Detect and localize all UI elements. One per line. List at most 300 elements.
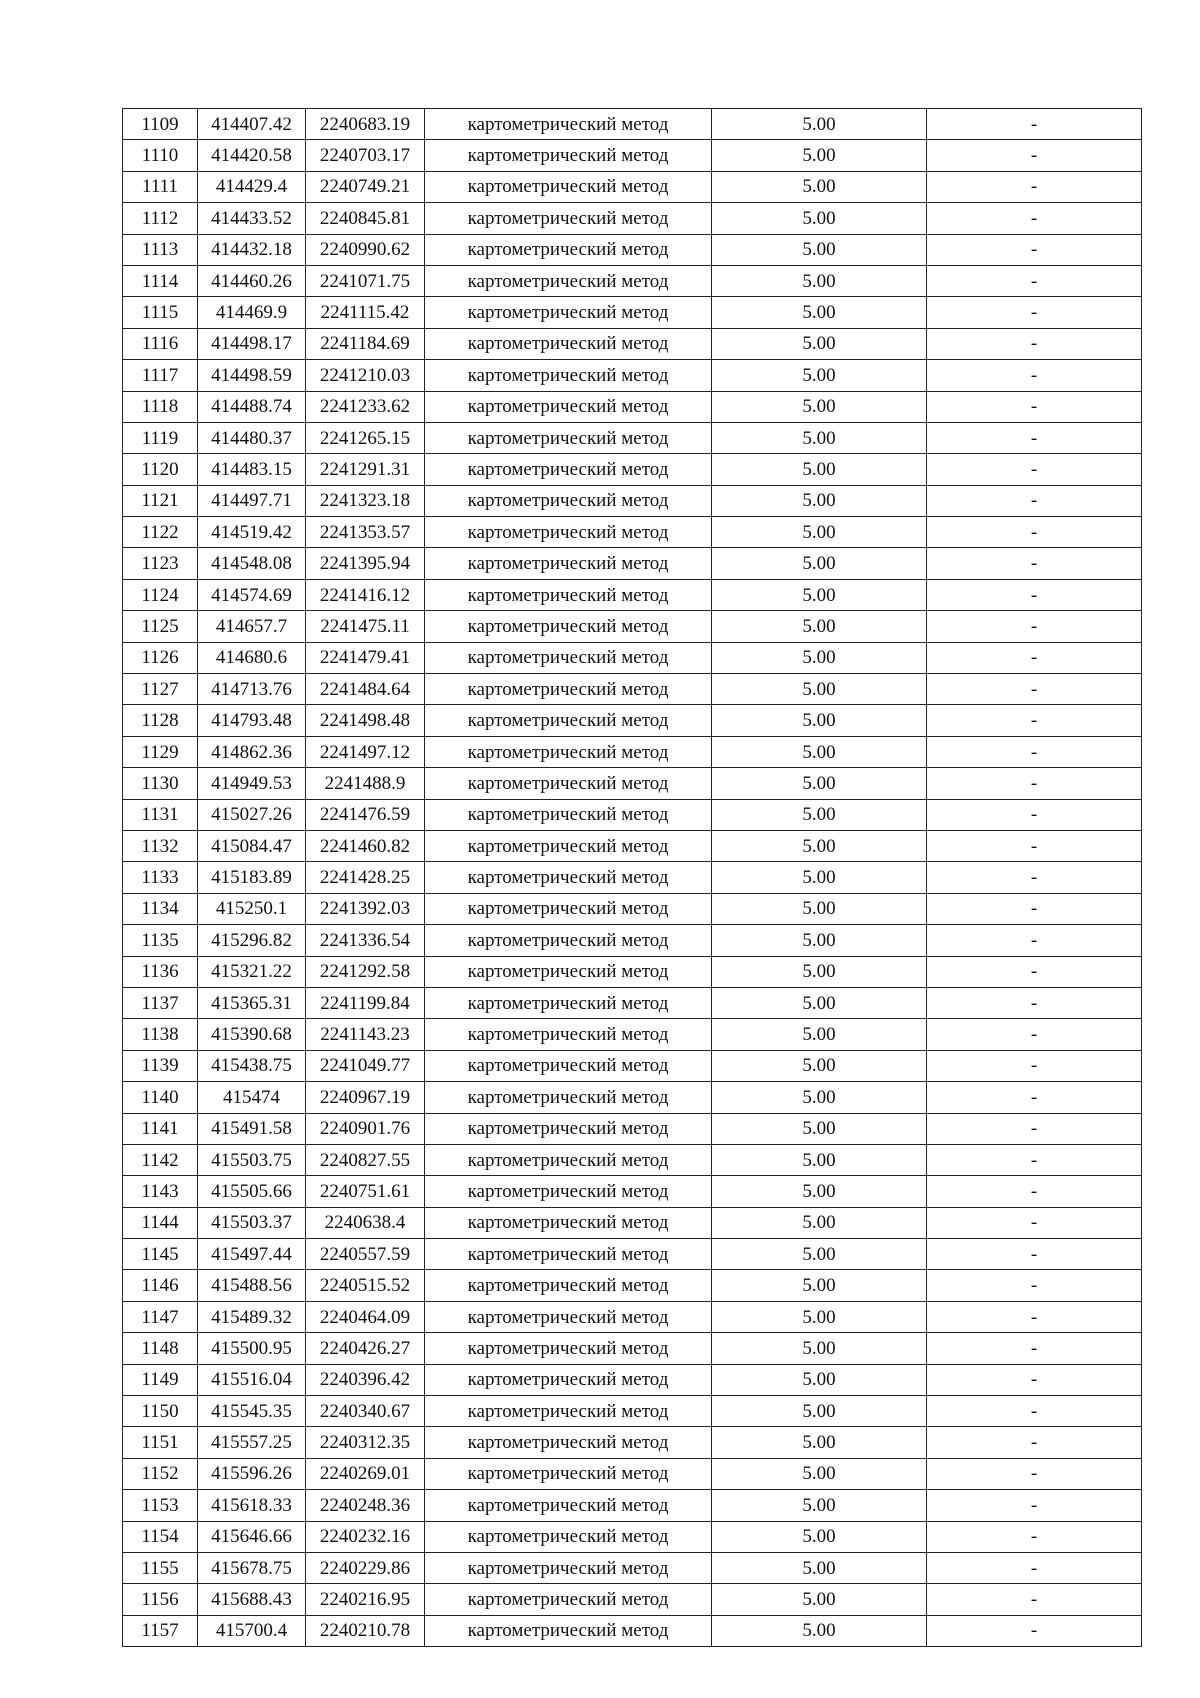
table-row <box>123 1584 1142 1615</box>
y-coordinate-cell: 2240845.81 <box>306 203 425 234</box>
accuracy-cell: 5.00 <box>712 265 927 296</box>
accuracy-cell: 5.00 <box>712 642 927 673</box>
x-coordinate-cell: 414657.7 <box>198 611 306 642</box>
description-cell: - <box>927 579 1142 610</box>
point-number-cell: 1154 <box>123 1521 198 1552</box>
table-row <box>123 1396 1142 1427</box>
description-cell: - <box>927 360 1142 391</box>
accuracy-cell: 5.00 <box>712 893 927 924</box>
accuracy-cell: 5.00 <box>712 956 927 987</box>
y-coordinate-cell: 2241265.15 <box>306 422 425 453</box>
point-number-cell: 1117 <box>123 360 198 391</box>
x-coordinate-cell: 415516.04 <box>198 1364 306 1395</box>
accuracy-cell: 5.00 <box>712 1082 927 1113</box>
method-cell: картометрический метод <box>425 642 712 673</box>
point-number-cell: 1128 <box>123 705 198 736</box>
method-cell: картометрический метод <box>425 391 712 422</box>
point-number-cell: 1123 <box>123 548 198 579</box>
accuracy-cell: 5.00 <box>712 1364 927 1395</box>
y-coordinate-cell: 2241115.42 <box>306 297 425 328</box>
description-cell: - <box>927 1113 1142 1144</box>
table-row <box>123 1364 1142 1395</box>
point-number-cell: 1113 <box>123 234 198 265</box>
method-cell: картометрический метод <box>425 1082 712 1113</box>
point-number-cell: 1122 <box>123 517 198 548</box>
method-cell: картометрический метод <box>425 579 712 610</box>
description-cell: - <box>927 517 1142 548</box>
point-number-cell: 1132 <box>123 830 198 861</box>
accuracy-cell: 5.00 <box>712 1333 927 1364</box>
method-cell: картометрический метод <box>425 140 712 171</box>
method-cell: картометрический метод <box>425 1552 712 1583</box>
method-cell: картометрический метод <box>425 1270 712 1301</box>
point-number-cell: 1146 <box>123 1270 198 1301</box>
y-coordinate-cell: 2241497.12 <box>306 736 425 767</box>
y-coordinate-cell: 2241210.03 <box>306 360 425 391</box>
description-cell: - <box>927 1050 1142 1081</box>
method-cell: картометрический метод <box>425 705 712 736</box>
accuracy-cell: 5.00 <box>712 1270 927 1301</box>
x-coordinate-cell: 415545.35 <box>198 1396 306 1427</box>
description-cell: - <box>927 705 1142 736</box>
coordinates-table-body <box>123 109 1142 1647</box>
y-coordinate-cell: 2240638.4 <box>306 1207 425 1238</box>
method-cell: картометрический метод <box>425 485 712 516</box>
accuracy-cell: 5.00 <box>712 391 927 422</box>
table-row <box>123 1144 1142 1175</box>
accuracy-cell: 5.00 <box>712 297 927 328</box>
table-row <box>123 674 1142 705</box>
table-row <box>123 925 1142 956</box>
x-coordinate-cell: 415489.32 <box>198 1301 306 1332</box>
description-cell: - <box>927 799 1142 830</box>
table-row <box>123 109 1142 140</box>
table-row <box>123 1176 1142 1207</box>
point-number-cell: 1147 <box>123 1301 198 1332</box>
y-coordinate-cell: 2241199.84 <box>306 987 425 1018</box>
table-row <box>123 862 1142 893</box>
method-cell: картометрический метод <box>425 1113 712 1144</box>
description-cell: - <box>927 1144 1142 1175</box>
x-coordinate-cell: 414429.4 <box>198 171 306 202</box>
point-number-cell: 1134 <box>123 893 198 924</box>
point-number-cell: 1136 <box>123 956 198 987</box>
y-coordinate-cell: 2241498.48 <box>306 705 425 736</box>
y-coordinate-cell: 2241475.11 <box>306 611 425 642</box>
y-coordinate-cell: 2241292.58 <box>306 956 425 987</box>
point-number-cell: 1111 <box>123 171 198 202</box>
description-cell: - <box>927 1364 1142 1395</box>
accuracy-cell: 5.00 <box>712 422 927 453</box>
accuracy-cell: 5.00 <box>712 1458 927 1489</box>
y-coordinate-cell: 2241484.64 <box>306 674 425 705</box>
table-row <box>123 736 1142 767</box>
y-coordinate-cell: 2240990.62 <box>306 234 425 265</box>
point-number-cell: 1126 <box>123 642 198 673</box>
method-cell: картометрический метод <box>425 265 712 296</box>
accuracy-cell: 5.00 <box>712 1427 927 1458</box>
table-row <box>123 171 1142 202</box>
y-coordinate-cell: 2240464.09 <box>306 1301 425 1332</box>
x-coordinate-cell: 414407.42 <box>198 109 306 140</box>
method-cell: картометрический метод <box>425 1615 712 1646</box>
accuracy-cell: 5.00 <box>712 830 927 861</box>
table-row <box>123 1301 1142 1332</box>
y-coordinate-cell: 2240269.01 <box>306 1458 425 1489</box>
point-number-cell: 1133 <box>123 862 198 893</box>
table-row <box>123 391 1142 422</box>
method-cell: картометрический метод <box>425 830 712 861</box>
description-cell: - <box>927 768 1142 799</box>
x-coordinate-cell: 415500.95 <box>198 1333 306 1364</box>
description-cell: - <box>927 925 1142 956</box>
y-coordinate-cell: 2241323.18 <box>306 485 425 516</box>
method-cell: картометрический метод <box>425 674 712 705</box>
accuracy-cell: 5.00 <box>712 1207 927 1238</box>
description-cell: - <box>927 454 1142 485</box>
method-cell: картометрический метод <box>425 1396 712 1427</box>
accuracy-cell: 5.00 <box>712 140 927 171</box>
accuracy-cell: 5.00 <box>712 925 927 956</box>
x-coordinate-cell: 414949.53 <box>198 768 306 799</box>
accuracy-cell: 5.00 <box>712 485 927 516</box>
description-cell: - <box>927 328 1142 359</box>
x-coordinate-cell: 414469.9 <box>198 297 306 328</box>
accuracy-cell: 5.00 <box>712 1019 927 1050</box>
table-row <box>123 705 1142 736</box>
y-coordinate-cell: 2240426.27 <box>306 1333 425 1364</box>
accuracy-cell: 5.00 <box>712 1301 927 1332</box>
y-coordinate-cell: 2241488.9 <box>306 768 425 799</box>
point-number-cell: 1141 <box>123 1113 198 1144</box>
point-number-cell: 1152 <box>123 1458 198 1489</box>
y-coordinate-cell: 2240248.36 <box>306 1490 425 1521</box>
method-cell: картометрический метод <box>425 234 712 265</box>
description-cell: - <box>927 1490 1142 1521</box>
table-row <box>123 1050 1142 1081</box>
x-coordinate-cell: 415390.68 <box>198 1019 306 1050</box>
table-row <box>123 768 1142 799</box>
method-cell: картометрический метод <box>425 517 712 548</box>
point-number-cell: 1115 <box>123 297 198 328</box>
table-row <box>123 1270 1142 1301</box>
y-coordinate-cell: 2240557.59 <box>306 1239 425 1270</box>
table-row <box>123 485 1142 516</box>
point-number-cell: 1144 <box>123 1207 198 1238</box>
x-coordinate-cell: 414420.58 <box>198 140 306 171</box>
method-cell: картометрический метод <box>425 454 712 485</box>
x-coordinate-cell: 415503.37 <box>198 1207 306 1238</box>
table-row <box>123 1458 1142 1489</box>
point-number-cell: 1127 <box>123 674 198 705</box>
table-row <box>123 1333 1142 1364</box>
description-cell: - <box>927 1301 1142 1332</box>
method-cell: картометрический метод <box>425 109 712 140</box>
description-cell: - <box>927 987 1142 1018</box>
table-row <box>123 799 1142 830</box>
y-coordinate-cell: 2241336.54 <box>306 925 425 956</box>
x-coordinate-cell: 415646.66 <box>198 1521 306 1552</box>
table-row <box>123 956 1142 987</box>
y-coordinate-cell: 2240396.42 <box>306 1364 425 1395</box>
accuracy-cell: 5.00 <box>712 109 927 140</box>
method-cell: картометрический метод <box>425 1364 712 1395</box>
y-coordinate-cell: 2240703.17 <box>306 140 425 171</box>
description-cell: - <box>927 1082 1142 1113</box>
point-number-cell: 1151 <box>123 1427 198 1458</box>
table-row <box>123 517 1142 548</box>
y-coordinate-cell: 2240216.95 <box>306 1584 425 1615</box>
y-coordinate-cell: 2241143.23 <box>306 1019 425 1050</box>
point-number-cell: 1138 <box>123 1019 198 1050</box>
y-coordinate-cell: 2241428.25 <box>306 862 425 893</box>
table-row <box>123 830 1142 861</box>
y-coordinate-cell: 2241395.94 <box>306 548 425 579</box>
table-row <box>123 360 1142 391</box>
y-coordinate-cell: 2241049.77 <box>306 1050 425 1081</box>
x-coordinate-cell: 414497.71 <box>198 485 306 516</box>
point-number-cell: 1129 <box>123 736 198 767</box>
accuracy-cell: 5.00 <box>712 579 927 610</box>
accuracy-cell: 5.00 <box>712 548 927 579</box>
table-row <box>123 1082 1142 1113</box>
description-cell: - <box>927 1270 1142 1301</box>
table-row <box>123 328 1142 359</box>
y-coordinate-cell: 2241479.41 <box>306 642 425 673</box>
description-cell: - <box>927 548 1142 579</box>
table-row <box>123 1490 1142 1521</box>
method-cell: картометрический метод <box>425 1050 712 1081</box>
description-cell: - <box>927 1396 1142 1427</box>
point-number-cell: 1149 <box>123 1364 198 1395</box>
x-coordinate-cell: 414793.48 <box>198 705 306 736</box>
point-number-cell: 1157 <box>123 1615 198 1646</box>
x-coordinate-cell: 414574.69 <box>198 579 306 610</box>
x-coordinate-cell: 415488.56 <box>198 1270 306 1301</box>
y-coordinate-cell: 2240232.16 <box>306 1521 425 1552</box>
x-coordinate-cell: 415491.58 <box>198 1113 306 1144</box>
point-number-cell: 1145 <box>123 1239 198 1270</box>
table-row <box>123 203 1142 234</box>
table-row <box>123 1552 1142 1583</box>
accuracy-cell: 5.00 <box>712 203 927 234</box>
point-number-cell: 1121 <box>123 485 198 516</box>
y-coordinate-cell: 2241353.57 <box>306 517 425 548</box>
method-cell: картометрический метод <box>425 987 712 1018</box>
description-cell: - <box>927 736 1142 767</box>
accuracy-cell: 5.00 <box>712 1615 927 1646</box>
x-coordinate-cell: 414680.6 <box>198 642 306 673</box>
y-coordinate-cell: 2241184.69 <box>306 328 425 359</box>
point-number-cell: 1120 <box>123 454 198 485</box>
point-number-cell: 1112 <box>123 203 198 234</box>
method-cell: картометрический метод <box>425 360 712 391</box>
point-number-cell: 1110 <box>123 140 198 171</box>
table-row <box>123 1615 1142 1646</box>
method-cell: картометрический метод <box>425 1584 712 1615</box>
point-number-cell: 1148 <box>123 1333 198 1364</box>
method-cell: картометрический метод <box>425 1521 712 1552</box>
x-coordinate-cell: 415250.1 <box>198 893 306 924</box>
description-cell: - <box>927 140 1142 171</box>
description-cell: - <box>927 1333 1142 1364</box>
y-coordinate-cell: 2240340.67 <box>306 1396 425 1427</box>
description-cell: - <box>927 611 1142 642</box>
description-cell: - <box>927 234 1142 265</box>
x-coordinate-cell: 415321.22 <box>198 956 306 987</box>
x-coordinate-cell: 415183.89 <box>198 862 306 893</box>
table-row <box>123 611 1142 642</box>
method-cell: картометрический метод <box>425 1176 712 1207</box>
point-number-cell: 1118 <box>123 391 198 422</box>
x-coordinate-cell: 415678.75 <box>198 1552 306 1583</box>
x-coordinate-cell: 415084.47 <box>198 830 306 861</box>
y-coordinate-cell: 2241476.59 <box>306 799 425 830</box>
y-coordinate-cell: 2240751.61 <box>306 1176 425 1207</box>
accuracy-cell: 5.00 <box>712 862 927 893</box>
description-cell: - <box>927 203 1142 234</box>
description-cell: - <box>927 893 1142 924</box>
point-number-cell: 1142 <box>123 1144 198 1175</box>
x-coordinate-cell: 414548.08 <box>198 548 306 579</box>
x-coordinate-cell: 414498.59 <box>198 360 306 391</box>
accuracy-cell: 5.00 <box>712 768 927 799</box>
x-coordinate-cell: 415688.43 <box>198 1584 306 1615</box>
point-number-cell: 1137 <box>123 987 198 1018</box>
description-cell: - <box>927 265 1142 296</box>
accuracy-cell: 5.00 <box>712 1584 927 1615</box>
y-coordinate-cell: 2240312.35 <box>306 1427 425 1458</box>
point-number-cell: 1109 <box>123 109 198 140</box>
point-number-cell: 1156 <box>123 1584 198 1615</box>
description-cell: - <box>927 1584 1142 1615</box>
accuracy-cell: 5.00 <box>712 1490 927 1521</box>
x-coordinate-cell: 414432.18 <box>198 234 306 265</box>
x-coordinate-cell: 414483.15 <box>198 454 306 485</box>
description-cell: - <box>927 1521 1142 1552</box>
method-cell: картометрический метод <box>425 422 712 453</box>
table-row <box>123 987 1142 1018</box>
table-row <box>123 579 1142 610</box>
y-coordinate-cell: 2240827.55 <box>306 1144 425 1175</box>
x-coordinate-cell: 414862.36 <box>198 736 306 767</box>
table-row <box>123 1207 1142 1238</box>
accuracy-cell: 5.00 <box>712 360 927 391</box>
x-coordinate-cell: 415474 <box>198 1082 306 1113</box>
table-row <box>123 140 1142 171</box>
y-coordinate-cell: 2240749.21 <box>306 171 425 202</box>
point-number-cell: 1125 <box>123 611 198 642</box>
method-cell: картометрический метод <box>425 328 712 359</box>
table-row <box>123 642 1142 673</box>
table-row <box>123 1239 1142 1270</box>
y-coordinate-cell: 2241416.12 <box>306 579 425 610</box>
table-row <box>123 548 1142 579</box>
method-cell: картометрический метод <box>425 1144 712 1175</box>
x-coordinate-cell: 415505.66 <box>198 1176 306 1207</box>
accuracy-cell: 5.00 <box>712 171 927 202</box>
accuracy-cell: 5.00 <box>712 1113 927 1144</box>
y-coordinate-cell: 2240967.19 <box>306 1082 425 1113</box>
description-cell: - <box>927 1552 1142 1583</box>
point-number-cell: 1139 <box>123 1050 198 1081</box>
x-coordinate-cell: 415365.31 <box>198 987 306 1018</box>
accuracy-cell: 5.00 <box>712 1144 927 1175</box>
x-coordinate-cell: 415497.44 <box>198 1239 306 1270</box>
description-cell: - <box>927 830 1142 861</box>
description-cell: - <box>927 956 1142 987</box>
method-cell: картометрический метод <box>425 1301 712 1332</box>
description-cell: - <box>927 485 1142 516</box>
y-coordinate-cell: 2240683.19 <box>306 109 425 140</box>
method-cell: картометрический метод <box>425 799 712 830</box>
table-row <box>123 1113 1142 1144</box>
method-cell: картометрический метод <box>425 768 712 799</box>
point-number-cell: 1124 <box>123 579 198 610</box>
accuracy-cell: 5.00 <box>712 1521 927 1552</box>
description-cell: - <box>927 1176 1142 1207</box>
x-coordinate-cell: 415700.4 <box>198 1615 306 1646</box>
accuracy-cell: 5.00 <box>712 799 927 830</box>
point-number-cell: 1135 <box>123 925 198 956</box>
x-coordinate-cell: 414433.52 <box>198 203 306 234</box>
description-cell: - <box>927 862 1142 893</box>
y-coordinate-cell: 2240229.86 <box>306 1552 425 1583</box>
table-row <box>123 1521 1142 1552</box>
x-coordinate-cell: 414498.17 <box>198 328 306 359</box>
method-cell: картометрический метод <box>425 1458 712 1489</box>
method-cell: картометрический метод <box>425 956 712 987</box>
x-coordinate-cell: 415503.75 <box>198 1144 306 1175</box>
x-coordinate-cell: 415596.26 <box>198 1458 306 1489</box>
x-coordinate-cell: 414460.26 <box>198 265 306 296</box>
description-cell: - <box>927 642 1142 673</box>
accuracy-cell: 5.00 <box>712 1050 927 1081</box>
x-coordinate-cell: 415296.82 <box>198 925 306 956</box>
description-cell: - <box>927 171 1142 202</box>
y-coordinate-cell: 2241291.31 <box>306 454 425 485</box>
y-coordinate-cell: 2240515.52 <box>306 1270 425 1301</box>
y-coordinate-cell: 2241233.62 <box>306 391 425 422</box>
accuracy-cell: 5.00 <box>712 674 927 705</box>
method-cell: картометрический метод <box>425 893 712 924</box>
point-number-cell: 1114 <box>123 265 198 296</box>
y-coordinate-cell: 2241460.82 <box>306 830 425 861</box>
y-coordinate-cell: 2241071.75 <box>306 265 425 296</box>
accuracy-cell: 5.00 <box>712 454 927 485</box>
table-row <box>123 454 1142 485</box>
description-cell: - <box>927 1427 1142 1458</box>
x-coordinate-cell: 415618.33 <box>198 1490 306 1521</box>
description-cell: - <box>927 1615 1142 1646</box>
method-cell: картометрический метод <box>425 1490 712 1521</box>
accuracy-cell: 5.00 <box>712 1239 927 1270</box>
x-coordinate-cell: 414488.74 <box>198 391 306 422</box>
table-row <box>123 297 1142 328</box>
description-cell: - <box>927 391 1142 422</box>
accuracy-cell: 5.00 <box>712 736 927 767</box>
table-row <box>123 1019 1142 1050</box>
method-cell: картометрический метод <box>425 297 712 328</box>
method-cell: картометрический метод <box>425 1019 712 1050</box>
accuracy-cell: 5.00 <box>712 1552 927 1583</box>
method-cell: картометрический метод <box>425 548 712 579</box>
method-cell: картометрический метод <box>425 203 712 234</box>
method-cell: картометрический метод <box>425 611 712 642</box>
description-cell: - <box>927 674 1142 705</box>
point-number-cell: 1140 <box>123 1082 198 1113</box>
coordinates-table <box>122 108 1142 1647</box>
